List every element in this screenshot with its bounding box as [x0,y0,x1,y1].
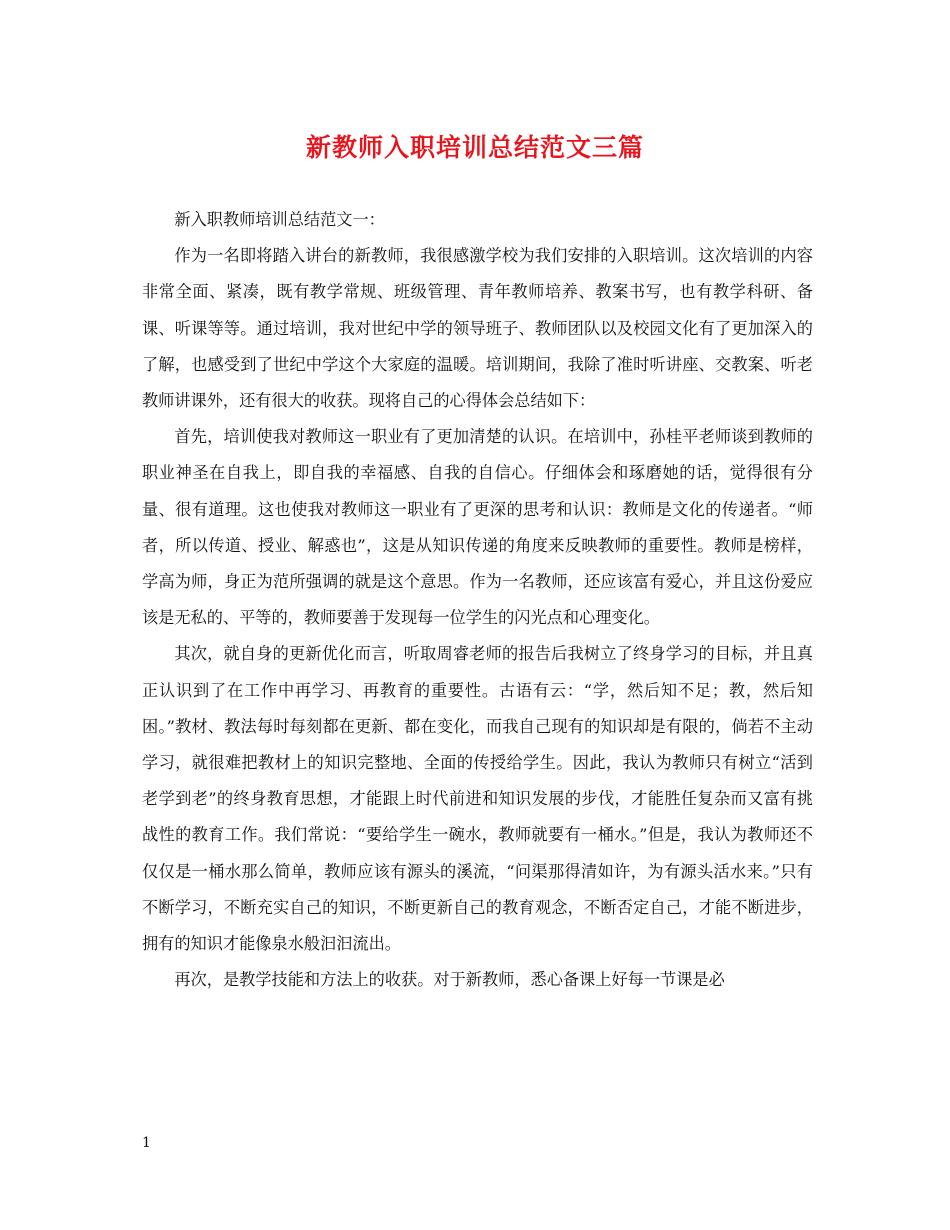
document-title: 新教师入职培训总结范文三篇 [305,133,644,162]
paragraph: 首先，培训使我对教师这一职业有了更加清楚的认识。在培训中，孙桂平老师谈到教师的职业神圣在自我上，即自我的幸福感、自我的自信心。仔细体会和琢磨她的话，觉得很有分量、很有道理。这也使我对教师这一职业有了更深的思考和认识：教师是文化的传递者。“师者，所以传道、授业、解惑也”，这是从知识传递的角度来反映教师的重要性。教师是榜样，学高为师，身正为范所强调的就是这个意思。作为一名教师，还应该富有爱心，并且这份爱应该是无私的、平等的，教师要善于发现每一位学生的闪光点和心理变化。 [142,427,813,628]
paragraph: 其次，就自身的更新优化而言，听取周睿老师的报告后我树立了终身学习的目标，并且真正认识到了在工作中再学习、再教育的重要性。古语有云：“学，然后知不足；教，然后知困。”教材、教法每时每刻都在更新、都在变化，而我自己现有的知识却是有限的，倘若不主动学习，就很难把教材上的知识完整地、全面的传授给学生。因此，我认为教师只有树立“活到老学到老”的终身教育思想，才能跟上时代前进和知识发展的步伐，才能胜任复杂而又富有挑战性的教育工作。我们常说：“要给学生一碗水，教师就要有一桶水。”但是，我认为教师还不仅仅是一桶水那么简单，教师应该有源头的溪流，“问渠那得清如许，为有源头活水来。”只有不断学习，不断充实自己的知识，不断更新自己的教育观念，不断否定自己，才能不断进步，拥有的知识才能像泉水般汩汩流出。 [142,644,813,954]
paragraph: 再次，是教学技能和方法上的收获。对于新教师，悉心备课上好每一节课是必 [174,970,725,990]
paragraph: 作为一名即将踏入讲台的新教师，我很感激学校为我们安排的入职培训。这次培训的内容非常全面、紧凑，既有教学常规、班级管理、青年教师培养、教案书写，也有教学科研、备课、听课等等。通过培训，我对世纪中学的领导班子、教师团队以及校园文化有了更加深入的了解，也感受到了世纪中学这个大家庭的温暖。培训期间，我除了准时听讲座、交教案、听老教师讲课外，还有很大的收获。现将自己的心得体会总结如下： [142,246,813,411]
document-body [142,202,813,998]
paragraph: 新入职教师培训总结范文一： [174,210,385,229]
page-number: 1 [142,1135,151,1151]
